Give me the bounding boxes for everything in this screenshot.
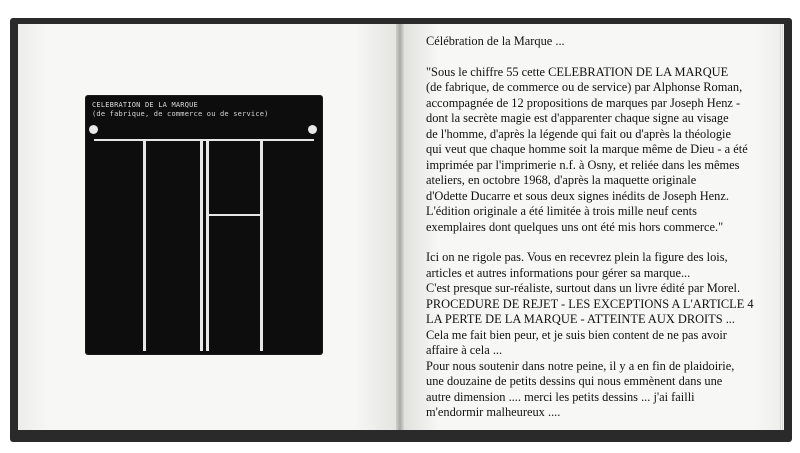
cover-dot-right	[308, 125, 317, 134]
commentary-line: Cela me fait bien peur, et je suis bien content de ne pas avoir	[426, 327, 727, 342]
commentary-line: LA PERTE DE LA MARQUE - ATTEINTE AUX DROITS ...	[426, 312, 736, 326]
book-gutter	[396, 24, 404, 430]
commentary-block	[426, 250, 776, 421]
quote-line: L'édition originale a été limitée à trois mille neuf cents	[426, 204, 697, 218]
commentary-line: autre dimension .... merci les petits dessins ... j'ai failli	[426, 389, 695, 404]
quote-line: accompagnée de 12 propositions de marques par Joseph Henz -	[426, 95, 741, 110]
quote-line: ateliers, en octobre 1968, d'après la maquette originale	[426, 173, 697, 187]
cover-vertical-rule	[260, 141, 263, 351]
cover-vertical-rule	[200, 141, 203, 351]
cover-vertical-rule	[143, 141, 146, 351]
cover-horizontal-segment	[206, 214, 263, 216]
cover-title	[92, 101, 269, 119]
quote-line: (de fabrique, de commerce ou de service) par Alphonse Roman,	[426, 80, 743, 94]
cover-dot-left	[89, 125, 98, 134]
quote-block	[426, 65, 776, 236]
commentary-line: PROCEDURE DE REJET - LES EXCEPTIONS A L'ARTICLE 4	[426, 296, 754, 311]
quote-line: dont la secrète magie est d'apparenter chaque signe au visage	[426, 111, 729, 125]
page-edges	[780, 24, 784, 430]
commentary-line: Ici on ne rigole pas. Vous en recevrez plein la figure des lois,	[426, 250, 728, 264]
right-page-text	[426, 34, 776, 421]
commentary-line: articles et autres informations pour gérer sa marque...	[426, 265, 691, 280]
quote-line: "Sous le chiffre 55 cette CELEBRATION DE LA MARQUE	[426, 64, 729, 79]
quote-line: qui veut que chaque homme soit la marque même de Dieu - a été	[426, 142, 748, 156]
commentary-line: m'endormir malheureux ....	[426, 405, 561, 419]
quote-line: exemplaires dont quelques uns ont été mis hors commerce."	[426, 219, 724, 234]
book-cover-image	[86, 96, 322, 354]
cover-vertical-rule	[206, 141, 209, 351]
page-heading: Célébration de la Marque ...	[426, 34, 565, 48]
commentary-line: une douzaine de petits dessins qui nous emmènent dans une	[426, 374, 723, 388]
commentary-line: affaire à cela ...	[426, 343, 503, 357]
cover-title-line1: CELEBRATION DE LA MARQUE	[92, 101, 198, 109]
cover-horizontal-rule	[94, 139, 314, 141]
quote-line: de l'homme, d'après la légende qui fait ou d'après la théologie	[426, 126, 732, 141]
commentary-line: C'est presque sur-réaliste, surtout dans un livre édité par Morel.	[426, 281, 741, 295]
quote-line: d'Odette Ducarre et sous deux signes inédits de Joseph Henz.	[426, 188, 729, 203]
commentary-line: Pour nous soutenir dans notre peine, il y a en fin de plaidoirie,	[426, 358, 735, 373]
cover-title-line2: (de fabrique, de commerce ou de service)	[92, 110, 269, 118]
quote-line: imprimée par l'imprimerie n.f. à Osny, et reliée dans les mêmes	[426, 157, 740, 172]
